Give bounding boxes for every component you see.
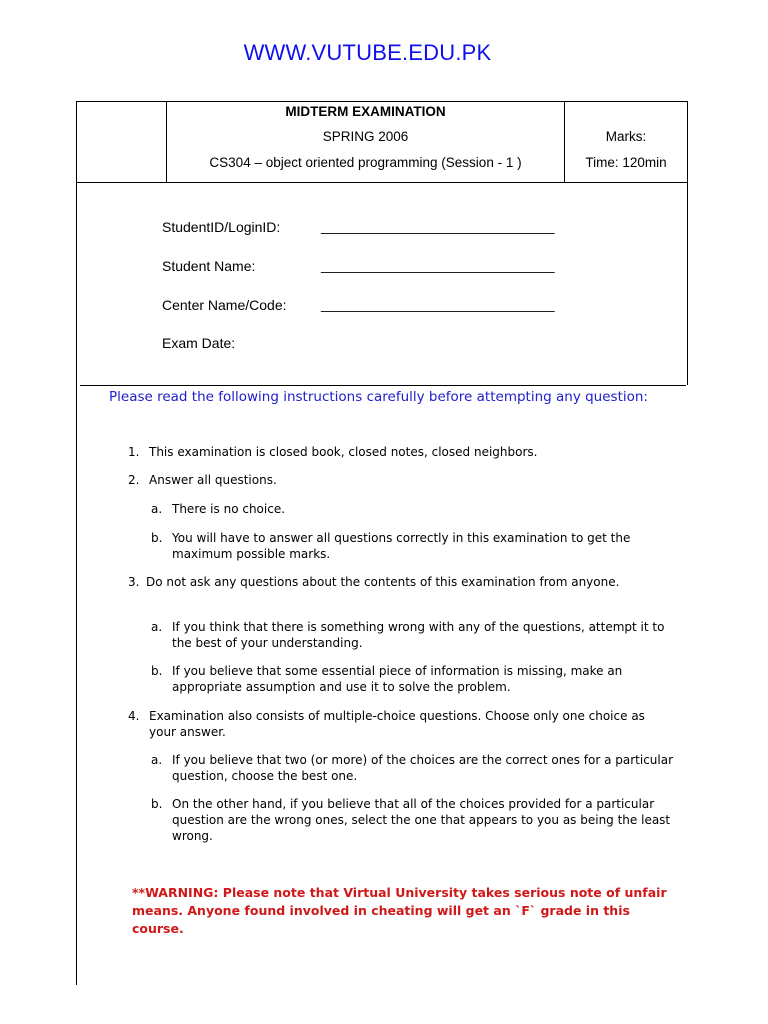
student-name-line: ______________________________ bbox=[321, 257, 555, 273]
student-name-label: Student Name: bbox=[162, 258, 256, 274]
item-text: You will have to answer all questions correctly in this examination to get the maximum possible marks. bbox=[172, 531, 631, 561]
item-text: This examination is closed book, closed notes, closed neighbors. bbox=[149, 445, 538, 459]
item-text: If you believe that two (or more) of the choices are the correct ones for a particular question, choose the best one. bbox=[172, 753, 674, 783]
lower-left-border bbox=[76, 385, 77, 985]
item-text: Do not ask any questions about the contents of this examination from anyone. bbox=[146, 575, 620, 589]
item-letter: a. bbox=[151, 753, 163, 767]
instructions-heading: Please read the following instructions carefully before attempting any question: bbox=[109, 389, 648, 405]
time-label: Time: 120min bbox=[585, 155, 667, 170]
marks-label: Marks: bbox=[605, 129, 647, 144]
center-name-line: ______________________________ bbox=[321, 296, 555, 312]
item-text: On the other hand, if you believe that all of the choices provided for a particular question are the wrong ones, select the one that appears to you as being the least wrong. bbox=[172, 797, 671, 843]
header-marks-cell bbox=[565, 102, 687, 182]
center-name-label: Center Name/Code: bbox=[162, 297, 287, 313]
header-title-cell bbox=[167, 102, 565, 182]
item-text: If you think that there is something wrong with any of the questions, attempt it to the best of your understanding. bbox=[172, 620, 665, 650]
exam-header-table bbox=[76, 101, 688, 183]
item-letter: b. bbox=[151, 797, 163, 811]
item-number: 4. bbox=[128, 709, 140, 723]
exam-term: SPRING 2006 bbox=[322, 129, 409, 144]
student-id-line: ______________________________ bbox=[321, 218, 555, 234]
item-number: 3. bbox=[128, 575, 140, 589]
item-number: 2. bbox=[128, 473, 140, 487]
item-text: If you believe that some essential piece of information is missing, make an appropriate assumption and use it to solve the problem. bbox=[172, 664, 623, 694]
item-letter: a. bbox=[151, 620, 163, 634]
exam-course: CS304 – object oriented programming (Session - 1 ) bbox=[209, 155, 522, 170]
item-letter: b. bbox=[151, 531, 163, 545]
warning-text: **WARNING: Please note that Virtual University takes serious note of unfair means. Anyone found involved in cheating will get an `F` grade in this course. bbox=[132, 885, 667, 936]
item-letter: a. bbox=[151, 502, 163, 516]
student-id-label: StudentID/LoginID: bbox=[162, 219, 281, 235]
item-number: 1. bbox=[128, 445, 140, 459]
exam-date-label: Exam Date: bbox=[162, 335, 236, 351]
header-blank-cell bbox=[77, 102, 167, 182]
item-text: Examination also consists of multiple-choice questions. Choose only one choice as your answer. bbox=[149, 709, 645, 739]
site-url[interactable]: WWW.VUTUBE.EDU.PK bbox=[243, 40, 492, 65]
exam-title: MIDTERM EXAMINATION bbox=[285, 104, 446, 119]
item-letter: b. bbox=[151, 664, 163, 678]
item-text: Answer all questions. bbox=[149, 473, 277, 487]
student-info-box bbox=[76, 183, 688, 385]
item-text: There is no choice. bbox=[172, 502, 286, 516]
